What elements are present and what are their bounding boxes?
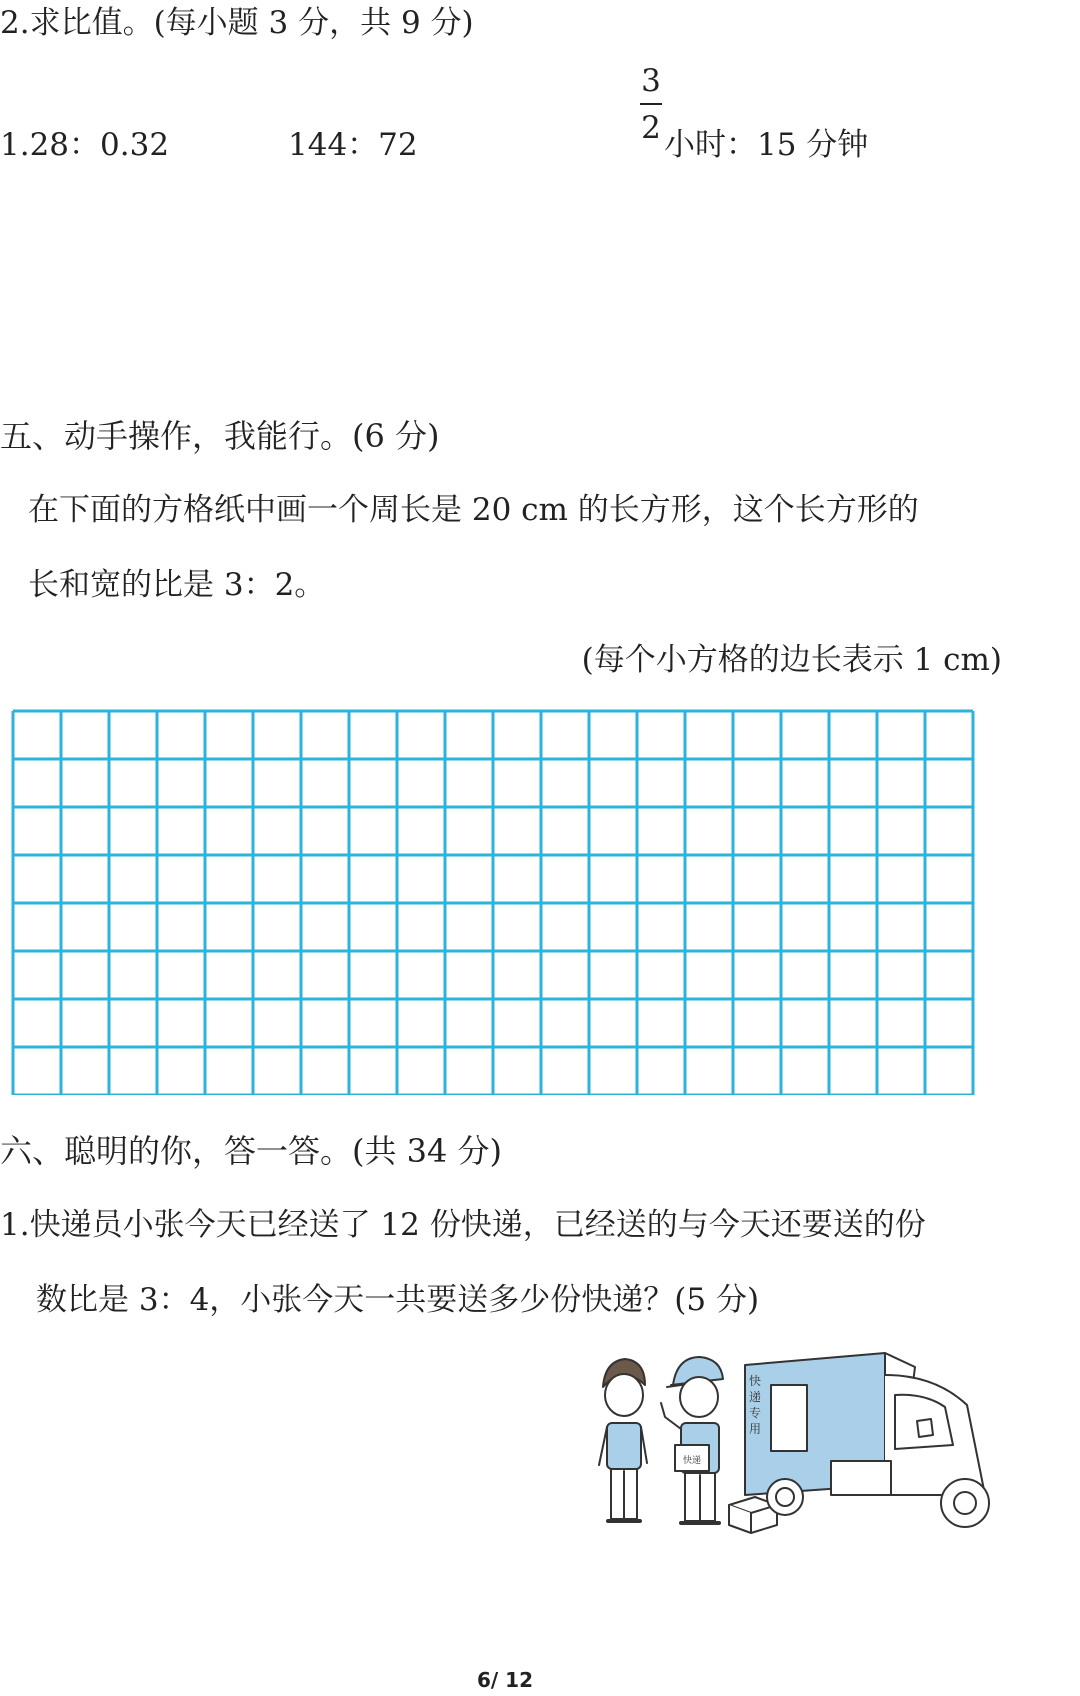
page-number: 6/ 12 [476,1668,533,1692]
courier-figure [661,1357,723,1523]
truck-label-char-4: 用 [748,1422,762,1436]
section-5-instruction-line-2: 长和宽的比是 3：2。 [28,567,326,603]
truck-label-char-3: 专 [748,1406,762,1420]
fraction-numerator: 3 [641,63,661,99]
section-5-instruction-line-1: 在下面的方格纸中画一个周长是 20 cm 的长方形，这个长方形的 [28,492,919,528]
section-5-heading: 五、动手操作，我能行。(6 分) [0,417,440,455]
grid-scale-note: (每个小方格的边长表示 1 cm) [581,642,1002,678]
delivery-truck [745,1353,989,1527]
fraction-bar [640,103,662,105]
ratio-item-1: 1.28：0.32 [0,127,170,163]
section-6-heading: 六、聪明的你，答一答。(共 34 分) [0,1132,503,1170]
grid-lines [13,711,973,1095]
package-label: 快递 [682,1456,702,1466]
truck-label-char-2: 递 [748,1390,762,1404]
truck-label-char-1: 快 [748,1374,762,1388]
ratio-item-2: 144：72 [288,127,418,163]
fraction-denominator: 2 [641,110,661,146]
fraction-three-halves [637,63,665,146]
question-2-title: 2.求比值。(每小题 3 分，共 9 分) [0,5,474,41]
courier-delivery-illustration [595,1345,1010,1545]
customer-boy-figure [599,1359,647,1521]
question-1-line-1: 1.快递员小张今天已经送了 12 份快递，已经送的与今天还要送的份 [0,1207,926,1243]
ratio-item-3-text: 小时：15 分钟 [664,127,869,163]
question-1-line-2: 数比是 3：4，小张今天一共要送多少份快递？(5 分) [36,1282,760,1318]
square-grid-paper[interactable] [11,709,977,1095]
